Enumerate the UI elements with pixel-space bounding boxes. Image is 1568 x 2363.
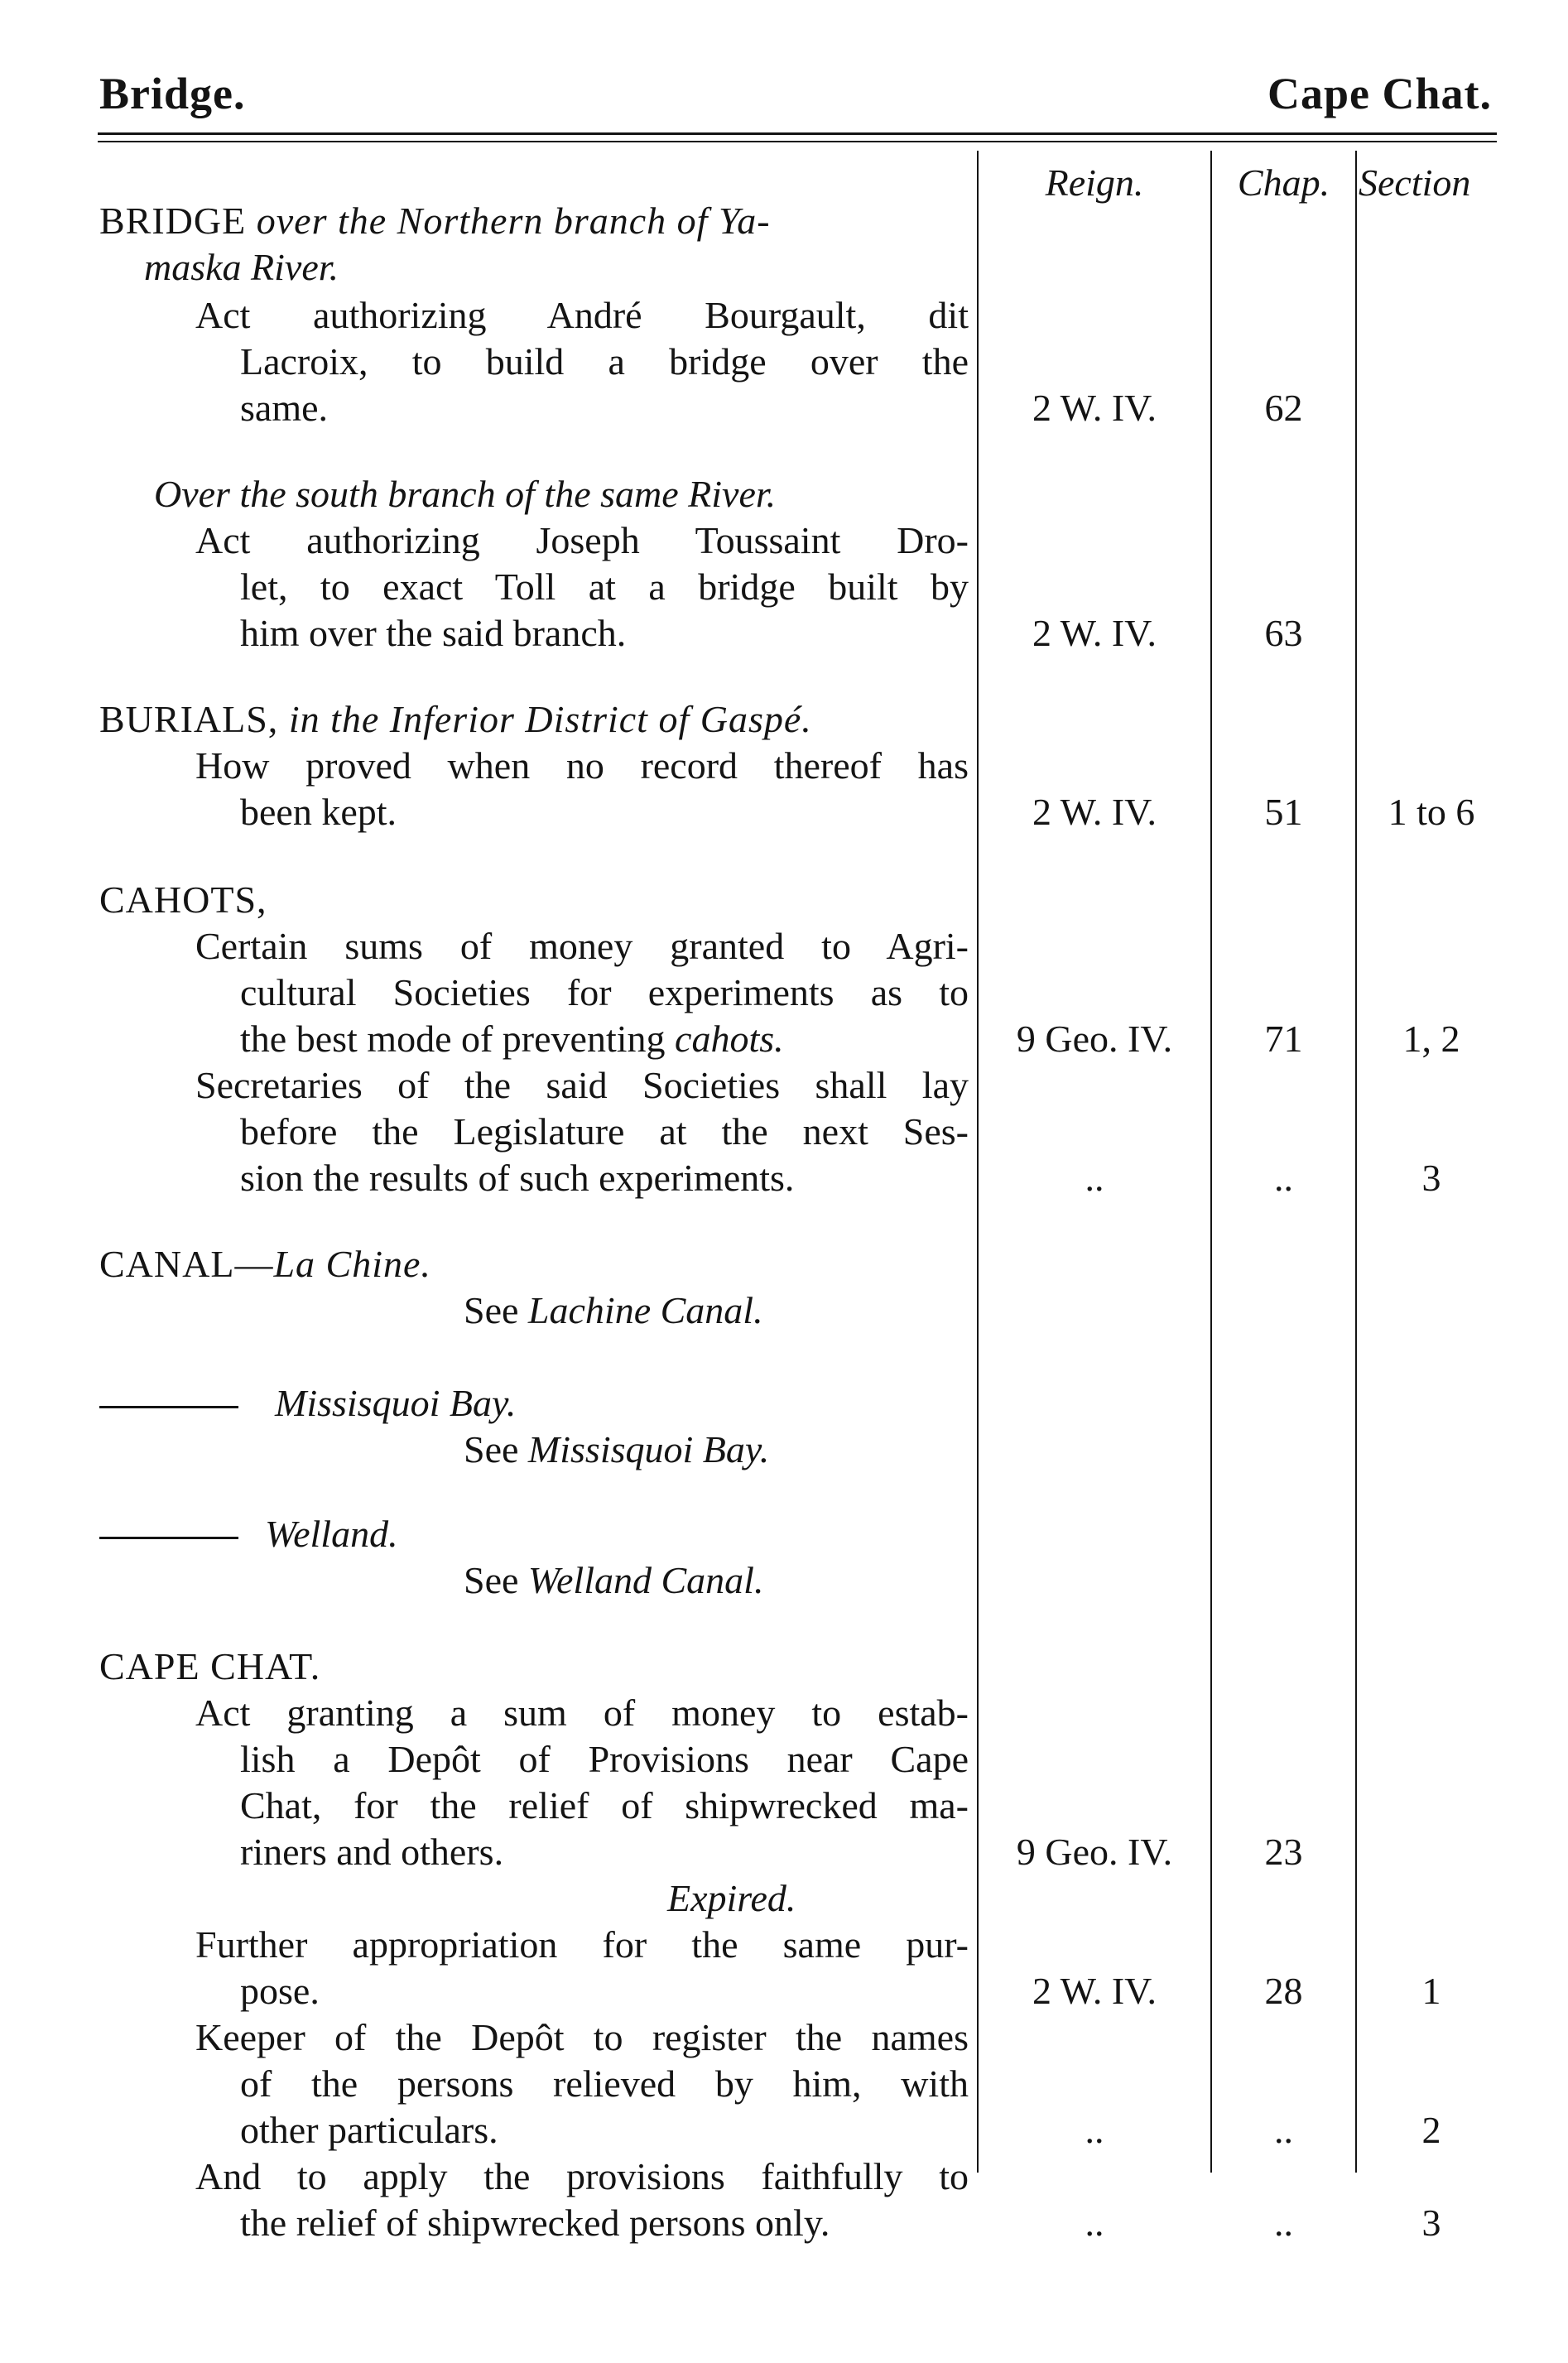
header-rule-thin bbox=[98, 141, 1497, 142]
entry-line: sion the results of such experiments. bbox=[240, 1157, 795, 1199]
section-value: 1 bbox=[1421, 1970, 1441, 2012]
entry-line: him over the said branch. bbox=[240, 612, 627, 654]
entry-line: And to apply the provisions faithfully to bbox=[195, 2155, 969, 2197]
entry-text: the best mode of preventing bbox=[240, 1018, 666, 1060]
chap-value: 28 bbox=[1264, 1970, 1303, 2012]
reign-value: 9 Geo. IV. bbox=[1016, 1831, 1173, 1873]
entry-line: pose. bbox=[240, 1970, 320, 2012]
header-rule bbox=[98, 132, 1497, 135]
reign-value: 2 W. IV. bbox=[1032, 387, 1157, 429]
entry-line: Lacroix, to build a bridge over the bbox=[240, 340, 969, 383]
reign-ditto: .. bbox=[1085, 1157, 1104, 1199]
entry-line: lish a Depôt of Provisions near Cape bbox=[240, 1738, 969, 1780]
heading-text: BRIDGE bbox=[99, 200, 247, 242]
entry-line: let, to exact Toll at a bridge built by bbox=[240, 565, 969, 608]
entry-line: How proved when no record thereof has bbox=[195, 744, 969, 787]
reign-value: 2 W. IV. bbox=[1032, 791, 1157, 833]
entry-heading-cahots: CAHOTS, bbox=[99, 878, 267, 921]
entry-line: riners and others. bbox=[240, 1831, 504, 1873]
see-word: See bbox=[464, 1559, 519, 1601]
heading-qualifier: over the Northern branch of Ya- bbox=[256, 200, 771, 242]
chap-value: 51 bbox=[1264, 791, 1303, 833]
section-value: 1, 2 bbox=[1402, 1018, 1460, 1060]
reign-ditto: .. bbox=[1085, 2202, 1104, 2244]
entry-line: Certain sums of money granted to Agri- bbox=[195, 925, 969, 967]
cross-reference bbox=[464, 1289, 763, 1331]
heading-text: CANAL— bbox=[99, 1243, 274, 1285]
sub-heading: Missisquoi Bay. bbox=[275, 1382, 517, 1424]
section-value: 3 bbox=[1421, 1157, 1441, 1199]
cross-reference bbox=[464, 1559, 764, 1601]
entry-heading-burials bbox=[99, 700, 812, 739]
entry-heading-canal bbox=[99, 1245, 431, 1283]
heading-text: BURIALS, bbox=[99, 698, 279, 740]
entry-line: cultural Societies for experiments as to bbox=[240, 971, 969, 1013]
column-head-reign: Reign. bbox=[1045, 161, 1144, 204]
entry-line: Secretaries of the said Societies shall lay bbox=[195, 1064, 969, 1106]
entry-line: Act authorizing André Bourgault, dit bbox=[195, 294, 969, 336]
entry-line-final bbox=[240, 1020, 784, 1058]
heading-qualifier-cont: maska River. bbox=[144, 246, 339, 288]
chap-value: 62 bbox=[1264, 387, 1303, 429]
see-word: See bbox=[464, 1428, 519, 1470]
entry-heading-bridge bbox=[99, 202, 771, 240]
ditto-dash bbox=[99, 1537, 238, 1539]
heading-qualifier: in the Inferior District of Gaspé. bbox=[288, 698, 812, 740]
entry-line: Further appropriation for the same pur- bbox=[195, 1923, 969, 1966]
section-value: 2 bbox=[1421, 2109, 1441, 2151]
running-head-left: Bridge. bbox=[99, 69, 246, 118]
chap-ditto: .. bbox=[1274, 2202, 1293, 2244]
entry-line: the relief of shipwrecked persons only. bbox=[240, 2202, 830, 2244]
see-target: Welland Canal. bbox=[527, 1559, 764, 1601]
chap-value: 71 bbox=[1264, 1018, 1303, 1060]
sub-heading: Over the south branch of the same River. bbox=[154, 473, 777, 515]
expired-note: Expired. bbox=[667, 1877, 796, 1919]
entry-line: been kept. bbox=[240, 791, 397, 833]
chap-ditto: .. bbox=[1274, 2109, 1293, 2151]
chap-value: 63 bbox=[1264, 612, 1303, 654]
reign-value: 2 W. IV. bbox=[1032, 1970, 1157, 2012]
entry-line: Act granting a sum of money to estab- bbox=[195, 1692, 969, 1734]
cross-reference bbox=[464, 1428, 770, 1470]
reign-value: 2 W. IV. bbox=[1032, 612, 1157, 654]
entry-line: before the Legislature at the next Ses- bbox=[240, 1110, 969, 1153]
entry-heading-cape-chat: CAPE CHAT. bbox=[99, 1645, 321, 1687]
ditto-dash bbox=[99, 1406, 238, 1408]
column-head-section: Section bbox=[1359, 161, 1471, 204]
reign-ditto: .. bbox=[1085, 2109, 1104, 2151]
entry-line: of the persons relieved by him, with bbox=[240, 2062, 969, 2105]
running-head-right: Cape Chat. bbox=[1267, 69, 1492, 118]
entry-line: other particulars. bbox=[240, 2109, 498, 2151]
entry-text-italic: cahots. bbox=[675, 1018, 784, 1060]
entry-line: Chat, for the relief of shipwrecked ma- bbox=[240, 1784, 969, 1826]
sub-heading: Welland. bbox=[265, 1513, 398, 1555]
section-value: 3 bbox=[1421, 2202, 1441, 2244]
column-head-chap: Chap. bbox=[1237, 161, 1330, 204]
entry-line: Act authorizing Joseph Toussaint Dro- bbox=[195, 519, 969, 561]
section-value: 1 to 6 bbox=[1388, 791, 1475, 833]
chap-ditto: .. bbox=[1274, 1157, 1293, 1199]
see-word: See bbox=[464, 1289, 519, 1331]
heading-qualifier: La Chine. bbox=[273, 1243, 431, 1285]
reign-value: 9 Geo. IV. bbox=[1016, 1018, 1173, 1060]
entry-line: Keeper of the Depôt to register the names bbox=[195, 2016, 969, 2058]
see-target: Missisquoi Bay. bbox=[527, 1428, 770, 1470]
chap-value: 23 bbox=[1264, 1831, 1303, 1873]
see-target: Lachine Canal. bbox=[527, 1289, 763, 1331]
entry-line: same. bbox=[240, 387, 329, 429]
